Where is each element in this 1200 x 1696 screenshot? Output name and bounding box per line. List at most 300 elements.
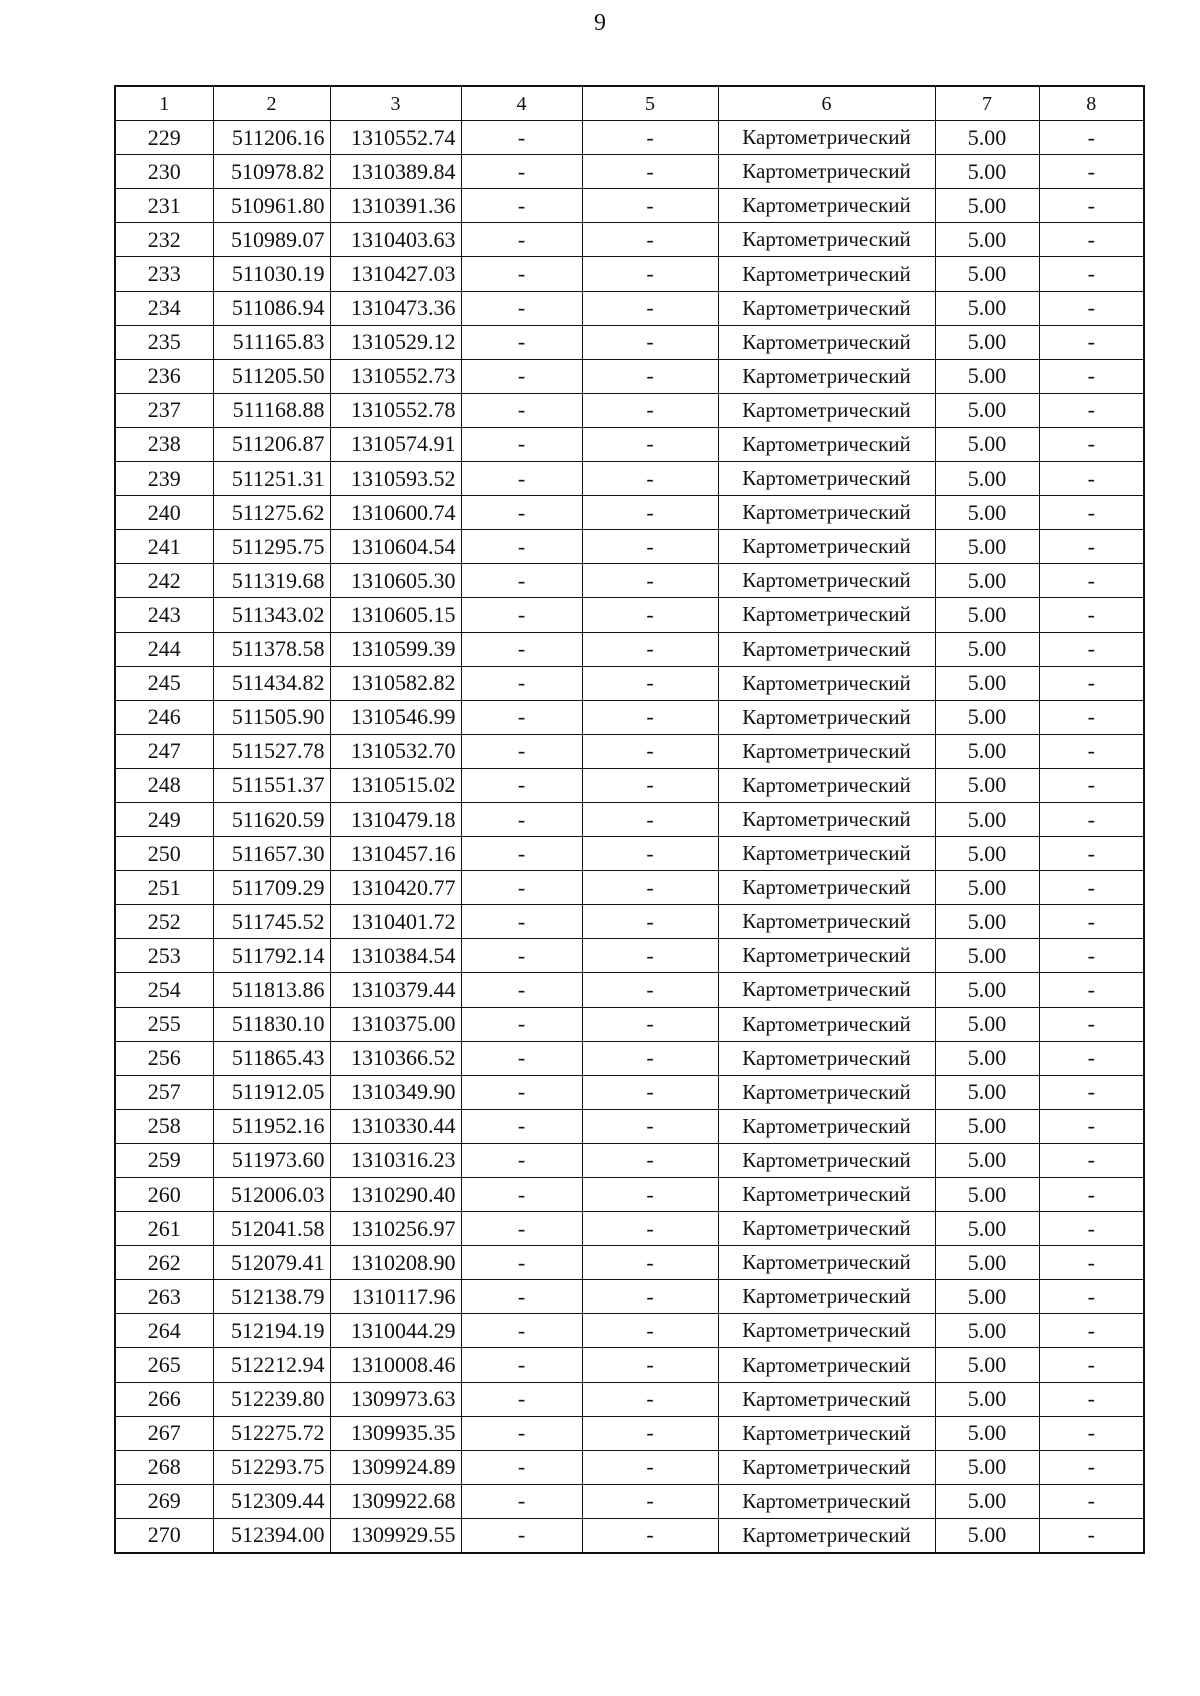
table-row bbox=[115, 121, 1144, 155]
column-8-cell: - bbox=[1039, 359, 1144, 393]
y-coordinate-cell: 1310605.30 bbox=[330, 564, 461, 598]
column-4-cell: - bbox=[461, 359, 582, 393]
column-5-cell: - bbox=[582, 1178, 718, 1212]
accuracy-cell: 5.00 bbox=[935, 1382, 1039, 1416]
column-4-cell: - bbox=[461, 325, 582, 359]
y-coordinate-cell: 1310552.78 bbox=[330, 393, 461, 427]
column-4-cell: - bbox=[461, 1246, 582, 1280]
x-coordinate-cell: 511952.16 bbox=[213, 1109, 330, 1143]
table-row bbox=[115, 666, 1144, 700]
point-number-cell: 270 bbox=[115, 1518, 213, 1553]
table-row bbox=[115, 291, 1144, 325]
y-coordinate-cell: 1310117.96 bbox=[330, 1280, 461, 1314]
column-5-cell: - bbox=[582, 1416, 718, 1450]
column-8-cell: - bbox=[1039, 1041, 1144, 1075]
point-number-cell: 241 bbox=[115, 530, 213, 564]
y-coordinate-cell: 1310403.63 bbox=[330, 223, 461, 257]
point-number-cell: 264 bbox=[115, 1314, 213, 1348]
accuracy-cell: 5.00 bbox=[935, 257, 1039, 291]
table-header bbox=[115, 86, 1144, 121]
y-coordinate-cell: 1310552.73 bbox=[330, 359, 461, 393]
column-4-cell: - bbox=[461, 1212, 582, 1246]
x-coordinate-cell: 510978.82 bbox=[213, 155, 330, 189]
column-8-cell: - bbox=[1039, 1007, 1144, 1041]
column-header-6: 6 bbox=[718, 86, 935, 121]
column-8-cell: - bbox=[1039, 802, 1144, 836]
point-number-cell: 259 bbox=[115, 1143, 213, 1177]
point-number-cell: 232 bbox=[115, 223, 213, 257]
y-coordinate-cell: 1310574.91 bbox=[330, 427, 461, 461]
column-4-cell: - bbox=[461, 734, 582, 768]
point-number-cell: 258 bbox=[115, 1109, 213, 1143]
y-coordinate-cell: 1310290.40 bbox=[330, 1178, 461, 1212]
accuracy-cell: 5.00 bbox=[935, 768, 1039, 802]
point-number-cell: 235 bbox=[115, 325, 213, 359]
y-coordinate-cell: 1310008.46 bbox=[330, 1348, 461, 1382]
x-coordinate-cell: 512138.79 bbox=[213, 1280, 330, 1314]
x-coordinate-cell: 511505.90 bbox=[213, 700, 330, 734]
column-4-cell: - bbox=[461, 223, 582, 257]
x-coordinate-cell: 511343.02 bbox=[213, 598, 330, 632]
table-row bbox=[115, 1212, 1144, 1246]
table-row bbox=[115, 427, 1144, 461]
column-8-cell: - bbox=[1039, 427, 1144, 461]
point-number-cell: 248 bbox=[115, 768, 213, 802]
accuracy-cell: 5.00 bbox=[935, 393, 1039, 427]
point-number-cell: 246 bbox=[115, 700, 213, 734]
table-row bbox=[115, 837, 1144, 871]
method-cell: Картометрический bbox=[718, 939, 935, 973]
method-cell: Картометрический bbox=[718, 564, 935, 598]
table-row bbox=[115, 496, 1144, 530]
accuracy-cell: 5.00 bbox=[935, 1178, 1039, 1212]
method-cell: Картометрический bbox=[718, 1178, 935, 1212]
column-8-cell: - bbox=[1039, 598, 1144, 632]
method-cell: Картометрический bbox=[718, 802, 935, 836]
column-4-cell: - bbox=[461, 802, 582, 836]
x-coordinate-cell: 511165.83 bbox=[213, 325, 330, 359]
column-8-cell: - bbox=[1039, 905, 1144, 939]
x-coordinate-cell: 512079.41 bbox=[213, 1246, 330, 1280]
point-number-cell: 251 bbox=[115, 871, 213, 905]
table-row bbox=[115, 530, 1144, 564]
table-row bbox=[115, 1075, 1144, 1109]
x-coordinate-cell: 511813.86 bbox=[213, 973, 330, 1007]
accuracy-cell: 5.00 bbox=[935, 1416, 1039, 1450]
method-cell: Картометрический bbox=[718, 1382, 935, 1416]
column-4-cell: - bbox=[461, 1518, 582, 1553]
accuracy-cell: 5.00 bbox=[935, 871, 1039, 905]
x-coordinate-cell: 511865.43 bbox=[213, 1041, 330, 1075]
method-cell: Картометрический bbox=[718, 1416, 935, 1450]
table-row bbox=[115, 1007, 1144, 1041]
method-cell: Картометрический bbox=[718, 1518, 935, 1553]
point-number-cell: 229 bbox=[115, 121, 213, 155]
accuracy-cell: 5.00 bbox=[935, 1075, 1039, 1109]
column-8-cell: - bbox=[1039, 1143, 1144, 1177]
column-4-cell: - bbox=[461, 1314, 582, 1348]
point-number-cell: 266 bbox=[115, 1382, 213, 1416]
x-coordinate-cell: 511205.50 bbox=[213, 359, 330, 393]
column-header-2: 2 bbox=[213, 86, 330, 121]
column-4-cell: - bbox=[461, 121, 582, 155]
column-4-cell: - bbox=[461, 291, 582, 325]
table-row bbox=[115, 768, 1144, 802]
accuracy-cell: 5.00 bbox=[935, 564, 1039, 598]
column-8-cell: - bbox=[1039, 291, 1144, 325]
point-number-cell: 254 bbox=[115, 973, 213, 1007]
column-4-cell: - bbox=[461, 700, 582, 734]
method-cell: Картометрический bbox=[718, 257, 935, 291]
method-cell: Картометрический bbox=[718, 462, 935, 496]
method-cell: Картометрический bbox=[718, 359, 935, 393]
column-5-cell: - bbox=[582, 1484, 718, 1518]
x-coordinate-cell: 511973.60 bbox=[213, 1143, 330, 1177]
table-row bbox=[115, 1280, 1144, 1314]
column-4-cell: - bbox=[461, 393, 582, 427]
y-coordinate-cell: 1310349.90 bbox=[330, 1075, 461, 1109]
method-cell: Картометрический bbox=[718, 1212, 935, 1246]
accuracy-cell: 5.00 bbox=[935, 427, 1039, 461]
table-row bbox=[115, 871, 1144, 905]
table-row bbox=[115, 1416, 1144, 1450]
column-8-cell: - bbox=[1039, 393, 1144, 427]
point-number-cell: 260 bbox=[115, 1178, 213, 1212]
column-5-cell: - bbox=[582, 632, 718, 666]
accuracy-cell: 5.00 bbox=[935, 905, 1039, 939]
x-coordinate-cell: 512239.80 bbox=[213, 1382, 330, 1416]
y-coordinate-cell: 1309924.89 bbox=[330, 1450, 461, 1484]
accuracy-cell: 5.00 bbox=[935, 666, 1039, 700]
accuracy-cell: 5.00 bbox=[935, 837, 1039, 871]
accuracy-cell: 5.00 bbox=[935, 802, 1039, 836]
accuracy-cell: 5.00 bbox=[935, 325, 1039, 359]
point-number-cell: 263 bbox=[115, 1280, 213, 1314]
point-number-cell: 267 bbox=[115, 1416, 213, 1450]
table-row bbox=[115, 155, 1144, 189]
column-5-cell: - bbox=[582, 1007, 718, 1041]
column-8-cell: - bbox=[1039, 768, 1144, 802]
y-coordinate-cell: 1310044.29 bbox=[330, 1314, 461, 1348]
accuracy-cell: 5.00 bbox=[935, 359, 1039, 393]
point-number-cell: 231 bbox=[115, 189, 213, 223]
table-row bbox=[115, 359, 1144, 393]
method-cell: Картометрический bbox=[718, 1007, 935, 1041]
column-5-cell: - bbox=[582, 598, 718, 632]
x-coordinate-cell: 511830.10 bbox=[213, 1007, 330, 1041]
table-row bbox=[115, 189, 1144, 223]
column-8-cell: - bbox=[1039, 1178, 1144, 1212]
accuracy-cell: 5.00 bbox=[935, 598, 1039, 632]
table-row bbox=[115, 1041, 1144, 1075]
column-4-cell: - bbox=[461, 1109, 582, 1143]
accuracy-cell: 5.00 bbox=[935, 632, 1039, 666]
x-coordinate-cell: 511295.75 bbox=[213, 530, 330, 564]
method-cell: Картометрический bbox=[718, 1075, 935, 1109]
column-4-cell: - bbox=[461, 1007, 582, 1041]
column-5-cell: - bbox=[582, 939, 718, 973]
y-coordinate-cell: 1310389.84 bbox=[330, 155, 461, 189]
x-coordinate-cell: 511030.19 bbox=[213, 257, 330, 291]
accuracy-cell: 5.00 bbox=[935, 1246, 1039, 1280]
column-5-cell: - bbox=[582, 496, 718, 530]
column-5-cell: - bbox=[582, 1518, 718, 1553]
table-row bbox=[115, 598, 1144, 632]
method-cell: Картометрический bbox=[718, 700, 935, 734]
table-row bbox=[115, 325, 1144, 359]
x-coordinate-cell: 511251.31 bbox=[213, 462, 330, 496]
column-5-cell: - bbox=[582, 1314, 718, 1348]
accuracy-cell: 5.00 bbox=[935, 155, 1039, 189]
table-row bbox=[115, 734, 1144, 768]
column-header-7: 7 bbox=[935, 86, 1039, 121]
accuracy-cell: 5.00 bbox=[935, 1280, 1039, 1314]
column-header-4: 4 bbox=[461, 86, 582, 121]
column-8-cell: - bbox=[1039, 462, 1144, 496]
point-number-cell: 252 bbox=[115, 905, 213, 939]
x-coordinate-cell: 512394.00 bbox=[213, 1518, 330, 1553]
column-4-cell: - bbox=[461, 666, 582, 700]
column-8-cell: - bbox=[1039, 734, 1144, 768]
x-coordinate-cell: 512309.44 bbox=[213, 1484, 330, 1518]
y-coordinate-cell: 1310379.44 bbox=[330, 973, 461, 1007]
table-row bbox=[115, 1314, 1144, 1348]
x-coordinate-cell: 510989.07 bbox=[213, 223, 330, 257]
table-row bbox=[115, 1450, 1144, 1484]
y-coordinate-cell: 1310582.82 bbox=[330, 666, 461, 700]
method-cell: Картометрический bbox=[718, 905, 935, 939]
y-coordinate-cell: 1309922.68 bbox=[330, 1484, 461, 1518]
column-8-cell: - bbox=[1039, 1212, 1144, 1246]
x-coordinate-cell: 511527.78 bbox=[213, 734, 330, 768]
column-4-cell: - bbox=[461, 564, 582, 598]
point-number-cell: 237 bbox=[115, 393, 213, 427]
column-5-cell: - bbox=[582, 223, 718, 257]
column-4-cell: - bbox=[461, 973, 582, 1007]
method-cell: Картометрический bbox=[718, 1450, 935, 1484]
accuracy-cell: 5.00 bbox=[935, 1348, 1039, 1382]
accuracy-cell: 5.00 bbox=[935, 189, 1039, 223]
x-coordinate-cell: 511620.59 bbox=[213, 802, 330, 836]
method-cell: Картометрический bbox=[718, 189, 935, 223]
table-row bbox=[115, 393, 1144, 427]
column-8-cell: - bbox=[1039, 1348, 1144, 1382]
accuracy-cell: 5.00 bbox=[935, 496, 1039, 530]
accuracy-cell: 5.00 bbox=[935, 462, 1039, 496]
column-8-cell: - bbox=[1039, 837, 1144, 871]
column-4-cell: - bbox=[461, 155, 582, 189]
accuracy-cell: 5.00 bbox=[935, 973, 1039, 1007]
column-4-cell: - bbox=[461, 1348, 582, 1382]
accuracy-cell: 5.00 bbox=[935, 1007, 1039, 1041]
y-coordinate-cell: 1310330.44 bbox=[330, 1109, 461, 1143]
x-coordinate-cell: 511912.05 bbox=[213, 1075, 330, 1109]
column-8-cell: - bbox=[1039, 1484, 1144, 1518]
x-coordinate-cell: 511709.29 bbox=[213, 871, 330, 905]
x-coordinate-cell: 511434.82 bbox=[213, 666, 330, 700]
accuracy-cell: 5.00 bbox=[935, 1314, 1039, 1348]
column-4-cell: - bbox=[461, 530, 582, 564]
column-5-cell: - bbox=[582, 700, 718, 734]
method-cell: Картометрический bbox=[718, 393, 935, 427]
column-5-cell: - bbox=[582, 905, 718, 939]
x-coordinate-cell: 512293.75 bbox=[213, 1450, 330, 1484]
column-8-cell: - bbox=[1039, 1075, 1144, 1109]
x-coordinate-cell: 511319.68 bbox=[213, 564, 330, 598]
method-cell: Картометрический bbox=[718, 768, 935, 802]
column-5-cell: - bbox=[582, 1382, 718, 1416]
column-4-cell: - bbox=[461, 427, 582, 461]
column-4-cell: - bbox=[461, 632, 582, 666]
column-5-cell: - bbox=[582, 1075, 718, 1109]
y-coordinate-cell: 1310599.39 bbox=[330, 632, 461, 666]
point-number-cell: 236 bbox=[115, 359, 213, 393]
column-4-cell: - bbox=[461, 905, 582, 939]
column-5-cell: - bbox=[582, 564, 718, 598]
point-number-cell: 233 bbox=[115, 257, 213, 291]
column-4-cell: - bbox=[461, 1382, 582, 1416]
table-row bbox=[115, 1348, 1144, 1382]
y-coordinate-cell: 1310401.72 bbox=[330, 905, 461, 939]
point-number-cell: 261 bbox=[115, 1212, 213, 1246]
point-number-cell: 244 bbox=[115, 632, 213, 666]
column-5-cell: - bbox=[582, 1348, 718, 1382]
point-number-cell: 239 bbox=[115, 462, 213, 496]
table-row bbox=[115, 1178, 1144, 1212]
column-4-cell: - bbox=[461, 257, 582, 291]
column-5-cell: - bbox=[582, 291, 718, 325]
x-coordinate-cell: 510961.80 bbox=[213, 189, 330, 223]
column-5-cell: - bbox=[582, 462, 718, 496]
column-5-cell: - bbox=[582, 427, 718, 461]
x-coordinate-cell: 511657.30 bbox=[213, 837, 330, 871]
column-4-cell: - bbox=[461, 1041, 582, 1075]
column-header-3: 3 bbox=[330, 86, 461, 121]
accuracy-cell: 5.00 bbox=[935, 1143, 1039, 1177]
y-coordinate-cell: 1310256.97 bbox=[330, 1212, 461, 1246]
column-5-cell: - bbox=[582, 1109, 718, 1143]
method-cell: Картометрический bbox=[718, 325, 935, 359]
column-8-cell: - bbox=[1039, 666, 1144, 700]
point-number-cell: 268 bbox=[115, 1450, 213, 1484]
y-coordinate-cell: 1310473.36 bbox=[330, 291, 461, 325]
column-5-cell: - bbox=[582, 121, 718, 155]
table-row bbox=[115, 1109, 1144, 1143]
y-coordinate-cell: 1310384.54 bbox=[330, 939, 461, 973]
header-row bbox=[115, 86, 1144, 121]
y-coordinate-cell: 1310208.90 bbox=[330, 1246, 461, 1280]
point-number-cell: 240 bbox=[115, 496, 213, 530]
table-row bbox=[115, 632, 1144, 666]
point-number-cell: 234 bbox=[115, 291, 213, 325]
column-8-cell: - bbox=[1039, 700, 1144, 734]
table-row bbox=[115, 1518, 1144, 1553]
point-number-cell: 238 bbox=[115, 427, 213, 461]
column-4-cell: - bbox=[461, 189, 582, 223]
column-8-cell: - bbox=[1039, 1416, 1144, 1450]
accuracy-cell: 5.00 bbox=[935, 291, 1039, 325]
point-number-cell: 265 bbox=[115, 1348, 213, 1382]
y-coordinate-cell: 1310316.23 bbox=[330, 1143, 461, 1177]
table-row bbox=[115, 462, 1144, 496]
column-5-cell: - bbox=[582, 768, 718, 802]
accuracy-cell: 5.00 bbox=[935, 734, 1039, 768]
column-header-1: 1 bbox=[115, 86, 213, 121]
x-coordinate-cell: 512006.03 bbox=[213, 1178, 330, 1212]
table-row bbox=[115, 1382, 1144, 1416]
y-coordinate-cell: 1310515.02 bbox=[330, 768, 461, 802]
column-8-cell: - bbox=[1039, 121, 1144, 155]
table-row bbox=[115, 939, 1144, 973]
column-8-cell: - bbox=[1039, 155, 1144, 189]
column-5-cell: - bbox=[582, 257, 718, 291]
column-8-cell: - bbox=[1039, 257, 1144, 291]
table-row bbox=[115, 1246, 1144, 1280]
x-coordinate-cell: 511275.62 bbox=[213, 496, 330, 530]
column-5-cell: - bbox=[582, 325, 718, 359]
y-coordinate-cell: 1310427.03 bbox=[330, 257, 461, 291]
y-coordinate-cell: 1310479.18 bbox=[330, 802, 461, 836]
column-5-cell: - bbox=[582, 871, 718, 905]
x-coordinate-cell: 512194.19 bbox=[213, 1314, 330, 1348]
column-4-cell: - bbox=[461, 1075, 582, 1109]
page-number: 9 bbox=[594, 10, 606, 36]
column-8-cell: - bbox=[1039, 325, 1144, 359]
method-cell: Картометрический bbox=[718, 632, 935, 666]
x-coordinate-cell: 511378.58 bbox=[213, 632, 330, 666]
column-8-cell: - bbox=[1039, 1109, 1144, 1143]
x-coordinate-cell: 511792.14 bbox=[213, 939, 330, 973]
column-5-cell: - bbox=[582, 1143, 718, 1177]
y-coordinate-cell: 1310457.16 bbox=[330, 837, 461, 871]
method-cell: Картометрический bbox=[718, 1484, 935, 1518]
point-number-cell: 245 bbox=[115, 666, 213, 700]
y-coordinate-cell: 1310600.74 bbox=[330, 496, 461, 530]
accuracy-cell: 5.00 bbox=[935, 223, 1039, 257]
column-5-cell: - bbox=[582, 1212, 718, 1246]
column-8-cell: - bbox=[1039, 973, 1144, 1007]
method-cell: Картометрический bbox=[718, 1348, 935, 1382]
point-number-cell: 230 bbox=[115, 155, 213, 189]
method-cell: Картометрический bbox=[718, 1109, 935, 1143]
y-coordinate-cell: 1310366.52 bbox=[330, 1041, 461, 1075]
method-cell: Картометрический bbox=[718, 291, 935, 325]
method-cell: Картометрический bbox=[718, 973, 935, 1007]
point-number-cell: 243 bbox=[115, 598, 213, 632]
point-number-cell: 253 bbox=[115, 939, 213, 973]
y-coordinate-cell: 1309935.35 bbox=[330, 1416, 461, 1450]
y-coordinate-cell: 1310529.12 bbox=[330, 325, 461, 359]
method-cell: Картометрический bbox=[718, 1314, 935, 1348]
column-4-cell: - bbox=[461, 462, 582, 496]
column-8-cell: - bbox=[1039, 1246, 1144, 1280]
method-cell: Картометрический bbox=[718, 155, 935, 189]
column-4-cell: - bbox=[461, 1484, 582, 1518]
column-8-cell: - bbox=[1039, 1314, 1144, 1348]
method-cell: Картометрический bbox=[718, 666, 935, 700]
accuracy-cell: 5.00 bbox=[935, 530, 1039, 564]
column-8-cell: - bbox=[1039, 1518, 1144, 1553]
y-coordinate-cell: 1310552.74 bbox=[330, 121, 461, 155]
method-cell: Картометрический bbox=[718, 530, 935, 564]
column-5-cell: - bbox=[582, 189, 718, 223]
y-coordinate-cell: 1310593.52 bbox=[330, 462, 461, 496]
method-cell: Картометрический bbox=[718, 734, 935, 768]
point-number-cell: 247 bbox=[115, 734, 213, 768]
column-8-cell: - bbox=[1039, 189, 1144, 223]
accuracy-cell: 5.00 bbox=[935, 1109, 1039, 1143]
x-coordinate-cell: 511206.87 bbox=[213, 427, 330, 461]
